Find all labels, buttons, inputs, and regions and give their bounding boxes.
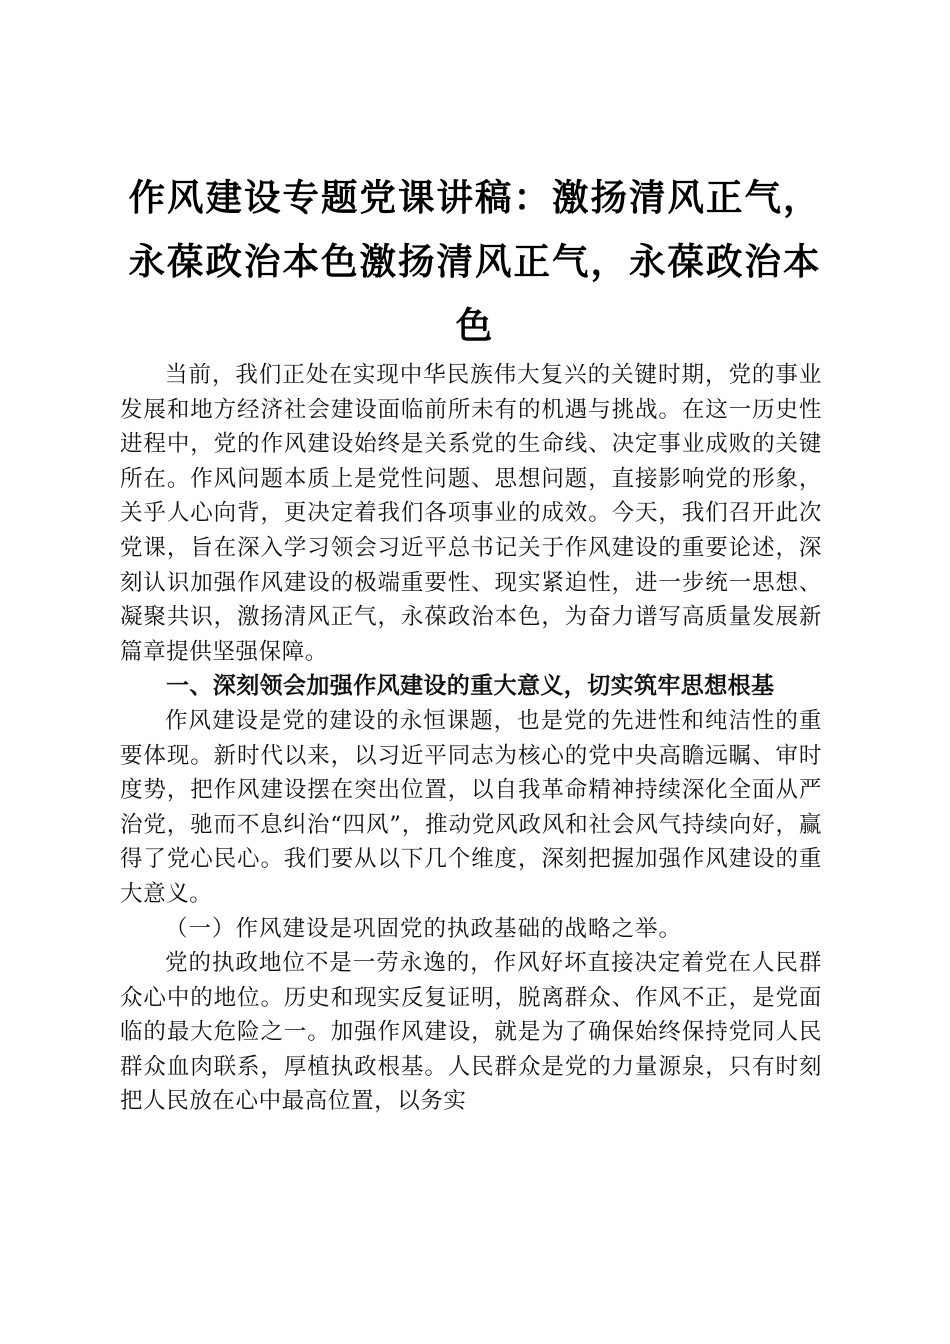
paragraph-intro: 当前，我们正处在实现中华民族伟大复兴的关键时期，党的事业发展和地方经济社会建设面临前所未有的机遇与挑战。在这一历史性进程中，党的作风建设始终是关系党的生命线、决定事业成败的关键所在。作风问题本质上是党性问题、思想问题，直接影响党的形象，关乎人心向背，更决定着我们各项事业的成效。今天，我们召开此次党课，旨在深入学习领会习近平总书记关于作风建设的重要论述，深刻认识加强作风建设的极端重要性、现实紧迫性，进一步统一思想、凝聚共识，激扬清风正气，永葆政治本色，为奋力谱写高质量发展新篇章提供坚强保障。: [120, 362, 822, 665]
paragraph-subsection-1: 党的执政地位不是一劳永逸的，作风好坏直接决定着党在人民群众心中的地位。历史和现实反复证明，脱离群众、作风不正，是党面临的最大危险之一。加强作风建设，就是为了确保始终保持党同人民群众血肉联系，厚植执政根基。人民群众是党的力量源泉，只有时刻把人民放在心中最高位置，以务实: [120, 950, 822, 1115]
document-title: 作风建设专题党课讲稿：激扬清风正气，永葆政治本色激扬清风正气，永葆政治本色: [128, 176, 822, 347]
document-body: [120, 358, 822, 1119]
subsection-heading-1: （一）作风建设是巩固党的执政基础的战略之举。: [165, 915, 683, 942]
section-heading-1: 一、深刻领会加强作风建设的重大意义，切实筑牢思想根基: [166, 673, 775, 700]
paragraph-section-1: 作风建设是党的建设的永恒课题，也是党的先进性和纯洁性的重要体现。新时代以来，以习近平同志为核心的党中央高瞻远瞩、审时度势，把作风建设摆在突出位置，以自我革命精神持续深化全面从严治党，驰而不息纠治“四风”，推动党风政风和社会风气持续向好，赢得了党心民心。我们要从以下几个维度，深刻把握加强作风建设的重大意义。: [120, 707, 822, 907]
